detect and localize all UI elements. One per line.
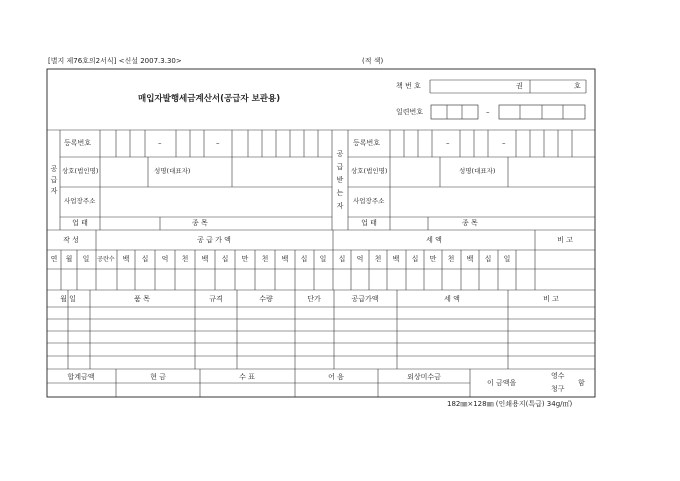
receiver-side-label-3: 받 [336, 176, 344, 184]
receiver-business-item-label: 종 목 [462, 219, 478, 227]
digit-supply-5: 백 [201, 255, 209, 263]
digit-blank-count: 공란수 [97, 256, 115, 263]
digit-year: 연 [50, 255, 58, 263]
digit-tax-3: 천 [374, 255, 382, 263]
serial-dash: – [486, 108, 490, 116]
digit-tax-2: 억 [356, 255, 364, 263]
receiver-reg-dash-2: – [502, 139, 506, 147]
digit-supply-1: 백 [122, 255, 130, 263]
receiver-company-label: 상호(법인명) [351, 167, 388, 175]
credit-label: 외상미수금 [407, 373, 441, 381]
receiver-reg-no-label: 등록번호 [353, 139, 381, 147]
receipt-option: 영수 [551, 372, 565, 380]
receiver-side-label-2: 급 [336, 163, 344, 171]
amount-phrase: 이 금액을 [487, 379, 517, 387]
digit-tax-8: 백 [466, 255, 474, 263]
digit-tax-10: 일 [503, 255, 511, 263]
digit-supply-8: 천 [261, 255, 269, 263]
supplier-rep-label: 성명(대표자) [154, 167, 191, 175]
items-tax-header: 세 액 [444, 295, 460, 303]
digit-tax-7: 천 [447, 255, 455, 263]
digit-month: 월 [65, 255, 73, 263]
remarks-header: 비 고 [557, 236, 573, 244]
digit-supply-10: 십 [300, 255, 308, 263]
note-label: 어 음 [328, 373, 344, 381]
digit-supply-3: 억 [161, 255, 169, 263]
receiver-side-label-5: 자 [336, 202, 344, 210]
supplier-address-label: 사업장주소 [64, 197, 96, 205]
items-unit-price-header: 단가 [307, 295, 321, 303]
receiver-side-label-4: 는 [336, 189, 344, 197]
supplier-reg-dash-1: – [158, 139, 162, 147]
claim-option: 청구 [551, 385, 565, 393]
paper-size-footer: 182㎜×128㎜ (인쇄용지(특급) 34g/㎡) [447, 400, 573, 408]
book-no-unit: 호 [574, 82, 581, 90]
digit-day: 일 [82, 255, 90, 263]
items-spec-header: 규격 [209, 295, 223, 303]
receiver-rep-label: 성명(대표자) [459, 167, 496, 175]
items-qty-header: 수량 [259, 295, 273, 303]
supplier-business-type-label: 업 태 [72, 219, 88, 227]
suffix-text: 함 [578, 379, 585, 387]
supplier-reg-no-label: 등록번호 [64, 139, 92, 147]
receiver-reg-dash-1: – [446, 139, 450, 147]
digit-supply-2: 십 [141, 255, 149, 263]
digit-tax-6: 만 [429, 255, 437, 263]
digit-supply-4: 천 [181, 255, 189, 263]
digit-supply-9: 백 [281, 255, 289, 263]
receiver-business-type-label: 업 태 [361, 219, 377, 227]
items-remarks-header: 비 고 [543, 295, 559, 303]
items-supply-amount-header: 공급가액 [351, 295, 379, 303]
receiver-address-label: 사업장주소 [353, 197, 385, 205]
form-reference: [별지 제76호의2서식] <신설 2007.3.30> [48, 57, 182, 65]
book-volume-unit: 권 [516, 82, 523, 90]
cash-label: 현 금 [150, 373, 166, 381]
digit-tax-4: 백 [392, 255, 400, 263]
total-amount-label: 합계금액 [67, 373, 95, 381]
supply-amount-header: 공 급 가 액 [197, 236, 231, 244]
supplier-side-label-1: 공 [50, 165, 58, 173]
copy-color-label: (적 색) [362, 57, 384, 65]
book-number-label: 책 번 호 [396, 82, 421, 90]
digit-tax-5: 십 [411, 255, 419, 263]
tax-header: 세 액 [426, 236, 442, 244]
supplier-company-label: 상호(법인명) [62, 167, 99, 175]
form-title: 매입자발행세금계산서(공급자 보관용) [138, 94, 281, 104]
check-label: 수 표 [239, 373, 255, 381]
supplier-side-label-2: 급 [50, 176, 58, 184]
items-month-day-header: 월 일 [60, 295, 76, 303]
written-date-header: 작 성 [63, 236, 79, 244]
digit-tax-1: 십 [338, 255, 346, 263]
supplier-business-item-label: 종 목 [192, 219, 208, 227]
digit-supply-11: 일 [319, 255, 327, 263]
serial-number-label: 일련번호 [396, 108, 424, 116]
digit-supply-7: 만 [241, 255, 249, 263]
items-item-header: 품 목 [134, 295, 150, 303]
receiver-side-label-1: 공 [336, 150, 344, 158]
supplier-side-label-3: 자 [50, 187, 58, 195]
digit-tax-9: 십 [484, 255, 492, 263]
digit-supply-6: 십 [221, 255, 229, 263]
supplier-reg-dash-2: – [216, 139, 220, 147]
